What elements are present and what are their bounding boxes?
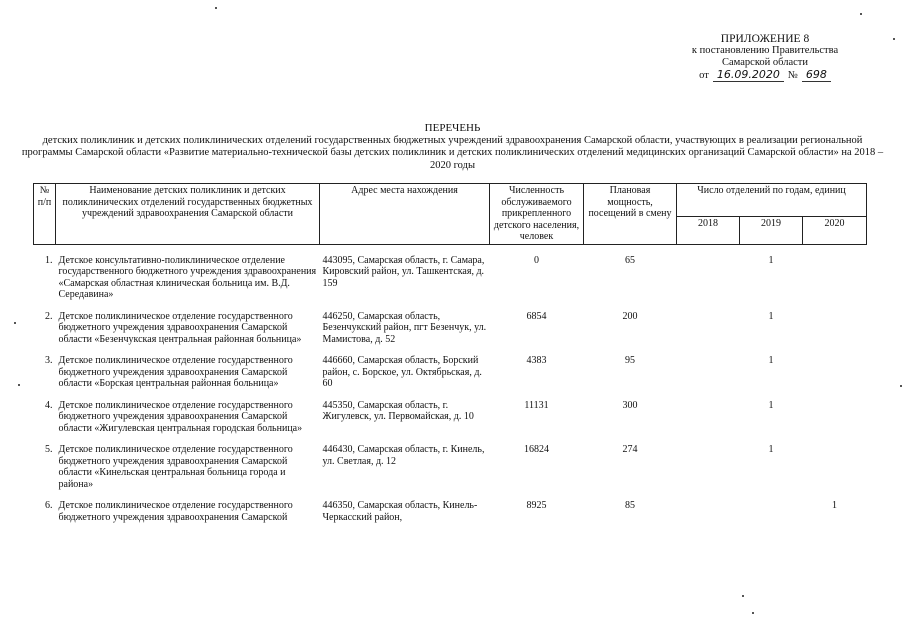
cell-2018 xyxy=(677,500,740,523)
cell-num: 5. xyxy=(45,444,53,455)
table-row xyxy=(34,444,867,490)
scan-speck xyxy=(752,612,754,614)
cell-2020 xyxy=(803,400,867,435)
cell-capacity: 274 xyxy=(622,444,638,455)
cell-population: 4383 xyxy=(526,355,547,366)
header-year-2018: 2018 xyxy=(677,217,740,245)
cell-population: 8925 xyxy=(526,500,547,511)
cell-name: Детское консультативно-поликлиническое отделение государственного бюджетного учреждения здравоохранения «Самарская областная клиническая больница им. В.Д. Середавина» xyxy=(58,254,317,300)
table-row xyxy=(34,311,867,346)
cell-address: 446350, Самарская область, Кинель-Черкасский район, xyxy=(322,500,478,523)
cell-population: 0 xyxy=(534,254,539,266)
scan-speck xyxy=(900,385,902,387)
scan-speck xyxy=(18,384,20,386)
cell-name: Детское поликлиническое отделение государственного бюджетного учреждения здравоохранения Самарской xyxy=(58,500,293,523)
cell-2020 xyxy=(803,444,867,490)
cell-2020 xyxy=(803,255,867,301)
header-capacity: Плановая мощность, посещений в смену xyxy=(584,184,677,245)
cell-capacity: 85 xyxy=(625,500,635,511)
header-name: Наименование детских поликлиник и детских поликлинических отделений государственных бюджетных учреждений здравоохранения Самарской области xyxy=(56,184,320,245)
cell-capacity: 95 xyxy=(625,355,635,366)
scan-speck xyxy=(860,13,862,15)
cell-num: 4. xyxy=(45,399,53,411)
cell-2019: 1 xyxy=(768,444,774,455)
appendix-title: ПРИЛОЖЕНИЕ 8 xyxy=(720,33,810,45)
number-label: № xyxy=(787,70,798,81)
cell-capacity: 65 xyxy=(625,254,635,266)
scan-speck xyxy=(14,322,16,324)
cell-address: 446660, Самарская область, Борский район, с. Борское, ул. Октябрьская, д. 60 xyxy=(322,355,482,389)
cell-name: Детское поликлиническое отделение государственного бюджетного учреждения здравоохранения Самарской области «Жигулевская центральная городская больница» xyxy=(58,399,303,434)
cell-address: 446430, Самарская область, г. Кинель, ул. Светлая, д. 12 xyxy=(322,444,485,467)
cell-2019: 1 xyxy=(768,355,774,366)
cell-num: 1. xyxy=(45,254,53,266)
cell-2018 xyxy=(677,355,740,390)
from-label: от xyxy=(699,70,709,81)
cell-address: 445350, Самарская область, г. Жигулевск, ул. Первомайская, д. 10 xyxy=(322,399,474,422)
cell-population: 16824 xyxy=(524,444,549,455)
scan-speck xyxy=(893,38,895,40)
header-population: Численность обслуживаемого прикрепленного детского населения, человек xyxy=(490,184,584,245)
scan-speck xyxy=(742,595,744,597)
header-year-2019: 2019 xyxy=(740,217,803,245)
appendix-line2: Самарской области xyxy=(722,57,808,68)
table-row xyxy=(34,355,867,390)
handwritten-number: 698 xyxy=(802,69,831,82)
appendix-line1: к постановлению Правительства xyxy=(691,45,839,56)
header-address: Адрес места нахождения xyxy=(320,184,490,245)
cell-2020: 1 xyxy=(832,500,838,511)
cell-2019: 1 xyxy=(768,310,774,322)
header-departments: Число отделений по годам, единиц xyxy=(677,184,867,217)
cell-population: 11131 xyxy=(524,399,549,411)
appendix-block xyxy=(640,33,890,82)
cell-num: 2. xyxy=(45,310,53,322)
cell-name: Детское поликлиническое отделение государственного бюджетного учреждения здравоохранения Самарской области «Борская центральная районная больница» xyxy=(58,355,293,389)
cell-name: Детское поликлиническое отделение государственного бюджетного учреждения здравоохранения Самарской области «Безенчукская центральная районная больница» xyxy=(58,310,302,345)
header-num: № п/п xyxy=(34,184,56,245)
cell-population: 6854 xyxy=(526,310,547,322)
cell-2018 xyxy=(677,255,740,301)
cell-2018 xyxy=(677,311,740,346)
cell-capacity: 200 xyxy=(622,310,638,322)
table-row xyxy=(34,500,867,523)
cell-2019 xyxy=(740,500,803,523)
cell-num: 3. xyxy=(45,355,53,366)
cell-capacity: 300 xyxy=(622,399,638,411)
table-row xyxy=(34,400,867,435)
scan-speck xyxy=(215,7,217,9)
header-year-2020: 2020 xyxy=(803,217,867,245)
appendix-order-line xyxy=(640,69,890,82)
cell-2018 xyxy=(677,400,740,435)
table-row xyxy=(34,255,867,301)
cell-address: 446250, Самарская область, Безенчукский район, пгт Безенчук, ул. Мамистова, д. 52 xyxy=(322,310,487,345)
cell-address: 443095, Самарская область, г. Самара, Кировский район, ул. Ташкентская, д. 159 xyxy=(322,254,485,289)
cell-2019: 1 xyxy=(768,254,774,266)
cell-2019: 1 xyxy=(768,399,774,411)
clinics-table xyxy=(33,183,867,523)
handwritten-date: 16.09.2020 xyxy=(713,69,784,82)
heading-text: детских поликлиник и детских поликлинических отделений государственных бюджетных учреждений здравоохранения Самарской области, участвующих в реализации региональной программы Самарской области «Развитие материально-технической базы детских поликлиник и детских поликлинических отделений медицинских организаций Самарской области» на 2018 – 2020 годы xyxy=(21,134,884,171)
cell-2020 xyxy=(803,311,867,346)
cell-2020 xyxy=(803,355,867,390)
cell-2018 xyxy=(677,444,740,490)
cell-name: Детское поликлиническое отделение государственного бюджетного учреждения здравоохранения Самарской области «Кинельская центральная больница города и района» xyxy=(58,444,293,490)
document-heading xyxy=(0,122,905,172)
cell-num: 6. xyxy=(45,500,53,511)
heading-title: ПЕРЕЧЕНЬ xyxy=(424,122,481,134)
